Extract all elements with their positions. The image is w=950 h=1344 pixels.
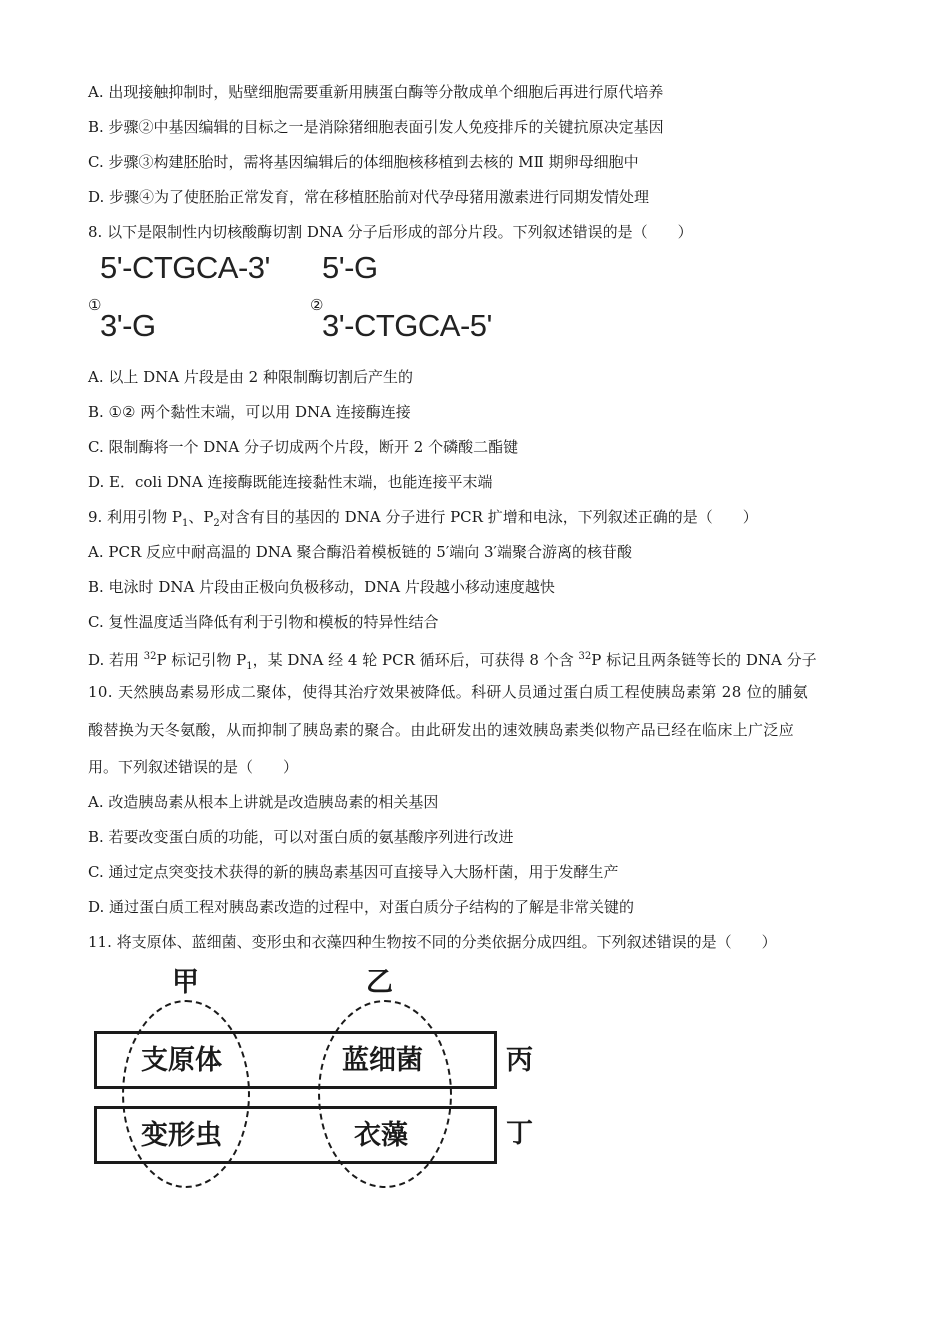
q8-stem: 8. 以下是限制性内切核酸酶切割 DNA 分子后形成的部分片段。下列叙述错误的是（ ） bbox=[88, 223, 693, 241]
fragment2-bottom-strand: 3'-CTGCA-5' bbox=[322, 308, 492, 343]
q7-option-a: A. 出现接触抑制时，贴壁细胞需要重新用胰蛋白酶等分散成单个细胞后再进行原代培养 bbox=[88, 83, 664, 101]
cell-mycoplasma: 支原体 bbox=[141, 1045, 222, 1076]
group-yi-ellipse bbox=[318, 1000, 452, 1188]
cell-chlamydomonas: 衣藻 bbox=[354, 1120, 408, 1151]
fragment2-top-strand: 5'-G bbox=[322, 250, 378, 285]
group-jia-ellipse bbox=[122, 1000, 250, 1188]
q8-option-d: D. E．coli DNA 连接酶既能连接黏性末端，也能连接平末端 bbox=[88, 473, 493, 491]
fragment1-bottom-strand: 3'-G bbox=[100, 308, 156, 343]
label-yi: 乙 bbox=[366, 967, 393, 998]
q9-stem: 9. 利用引物 $P_1$、$P_2$对含有目的基因的 DNA 分子进行 PCR 扩增和电泳，下列叙述正确的是（ ） bbox=[88, 508, 758, 529]
q10-stem-line1: 10. 天然胰岛素易形成二聚体，使得其治疗效果被降低。科研人员通过蛋白质工程使胰岛素第 28 位的脯氨 bbox=[88, 683, 809, 701]
q9-option-b: B. 电泳时 DNA 片段由正极向负极移动，DNA 片段越小移动速度越快 bbox=[88, 578, 555, 596]
q10-option-a: A. 改造胰岛素从根本上讲就是改造胰岛素的相关基因 bbox=[88, 793, 439, 811]
q11-stem: 11. 将支原体、蓝细菌、变形虫和衣藻四种生物按不同的分类依据分成四组。下列叙述错误的是（ ） bbox=[88, 933, 777, 951]
label-bing: 丙 bbox=[506, 1045, 533, 1076]
q10-stem-line3: 用。下列叙述错误的是（ ） bbox=[88, 758, 299, 776]
q7-option-d: D. 步骤④为了使胚胎正常发育，常在移植胚胎前对代孕母猪用激素进行同期发情处理 bbox=[88, 188, 650, 206]
q10-stem-line2: 酸替换为天冬氨酸，从而抑制了胰岛素的聚合。由此研发出的速效胰岛素类似物产品已经在临床上广泛应 bbox=[88, 721, 795, 739]
q9-option-d: D. 若用 $^{32}$P 标记引物 $P_1$，某 DNA 经 4 轮 PCR 循环后，可获得 8 个含 $^{32}$P 标记且两条链等长的 DNA 分子 bbox=[88, 651, 817, 672]
q10-option-c: C. 通过定点突变技术获得的新的胰岛素基因可直接导入大肠杆菌，用于发酵生产 bbox=[88, 863, 619, 881]
fragment1-marker: ① bbox=[88, 296, 102, 314]
q8-option-c: C. 限制酶将一个 DNA 分子切成两个片段，断开 2 个磷酸二酯键 bbox=[88, 438, 519, 456]
cell-amoeba: 变形虫 bbox=[141, 1120, 222, 1151]
q10-option-d: D. 通过蛋白质工程对胰岛素改造的过程中，对蛋白质分子结构的了解是非常关键的 bbox=[88, 898, 635, 916]
q8-option-b: B. ①② 两个黏性末端，可以用 DNA 连接酶连接 bbox=[88, 403, 411, 421]
q10-option-b: B. 若要改变蛋白质的功能，可以对蛋白质的氨基酸序列进行改进 bbox=[88, 828, 514, 846]
q9-option-c: C. 复性温度适当降低有利于引物和模板的特异性结合 bbox=[88, 613, 439, 631]
q9-option-a: A. PCR 反应中耐高温的 DNA 聚合酶沿着模板链的 5′端向 3′端聚合游离的核苷酸 bbox=[88, 543, 632, 561]
q8-option-a: A. 以上 DNA 片段是由 2 种限制酶切割后产生的 bbox=[88, 368, 413, 386]
q7-option-b: B. 步骤②中基因编辑的目标之一是消除猪细胞表面引发人免疫排斥的关键抗原决定基因 bbox=[88, 118, 664, 136]
cell-cyanobacteria: 蓝细菌 bbox=[342, 1045, 423, 1076]
fragment2-marker: ② bbox=[310, 296, 324, 314]
label-jia: 甲 bbox=[172, 967, 199, 998]
label-ding: 丁 bbox=[506, 1118, 533, 1149]
fragment1-top-strand: 5'-CTGCA-3' bbox=[100, 250, 270, 285]
q7-option-c: C. 步骤③构建胚胎时，需将基因编辑后的体细胞核移植到去核的 MⅡ 期卵母细胞中 bbox=[88, 153, 639, 171]
